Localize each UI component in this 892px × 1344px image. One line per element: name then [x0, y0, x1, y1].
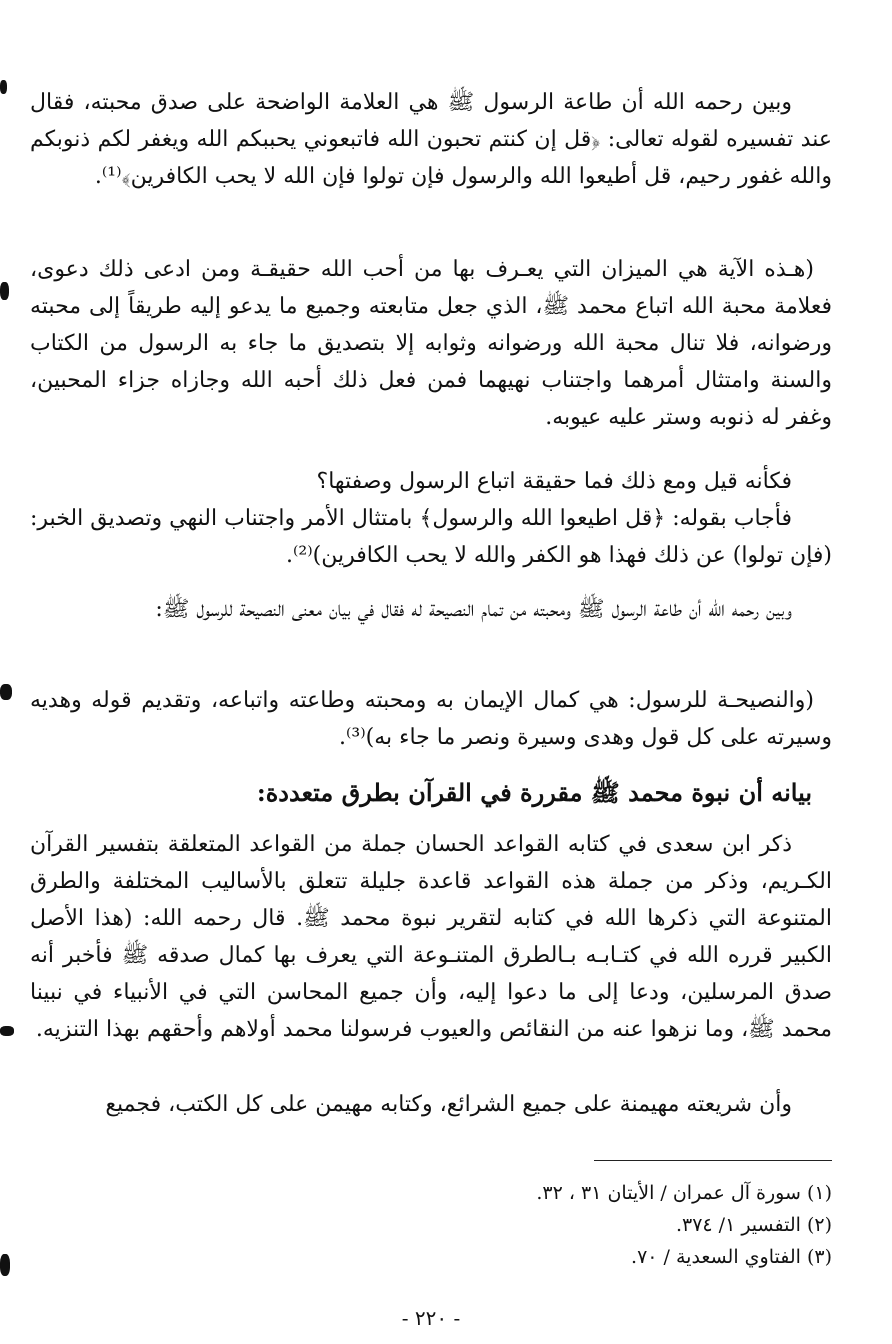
scan-mark — [0, 684, 12, 700]
scan-mark — [0, 80, 7, 94]
paragraph-4: فأجاب بقوله: ﴿قل اطيعوا الله والرسول﴾ بامتثال الأمر واجتناب النهي وتصديق الخبر: (فإن تولوا) عن ذلك فهذا هو الكفر والله لا يحب الكافرين)⁽²⁾. — [30, 506, 832, 568]
paragraph-6: (والنصيحـة للرسول: هي كمال الإيمان به ومحبته وطاعته واتباعه، وتقديم قوله وهديه وسيرته على كل قول وهدى وسيرة ونصر ما جاء به)⁽³⁾. — [30, 688, 832, 750]
footnote-2: (٢) التفسير ١/ ٣٧٤. — [675, 1214, 832, 1236]
paragraph-3: فكأنه قيل ومع ذلك فما حقيقة اتباع الرسول وصفتها؟ — [316, 469, 792, 494]
section-heading: بيانه أن نبوة محمد ﷺ مقررة في القرآن بطرق متعددة: — [256, 778, 812, 807]
paragraph-8: وأن شريعته مهيمنة على جميع الشرائع، وكتابه مهيمن على كل الكتب، فجميع — [105, 1092, 792, 1117]
scan-mark — [0, 282, 9, 300]
paragraph-1: وبين رحمه الله أن طاعة الرسول ﷺ هي العلامة الواضحة على صدق محبته، فقال عند تفسيره لقوله تعالى: ﴿قل إن كنتم تحبون الله فاتبعوني يحببكم الله ويغفر لكم ذنوبكم والله غفور رحيم، قل أطيعوا الله والرسول فإن تولوا فإن الله لا يحب الكافرين﴾⁽¹⁾. — [30, 90, 832, 189]
paragraph-2: (هـذه الآية هي الميزان التي يعـرف بها من أحب الله حقيقـة ومن ادعى ذلك دعوى، فعلامة محبة الله اتباع محمد ﷺ، الذي جعل متابعته وجميع ما يدعو إليه طريقاً إلى محبته ورضوانه، فلا تنال محبة الله ورضوانه وثوابه إلا بتصديق ما جاء به الرسول من الكتاب والسنة وامتثال أمرهما واجتناب نهيهما فمن فعل ذلك أحبه الله وجازاه جزاء المحبين، وغفر له ذنوبه وستر عليه عيوبه. — [30, 257, 832, 430]
scan-mark — [0, 1026, 14, 1036]
paragraph-7: ذكر ابن سعدى في كتابه القواعد الحسان جملة من القواعد المتعلقة بتفسير القرآن الكـريم، وذكر من جملة هذه القواعد قاعدة جليلة تتعلق بالأساليب المختلفة والطرق المتنوعة التي ذكرها الله في كتابه لتقرير نبوة محمد ﷺ. قال رحمه الله: (هذا الأصل الكبير قرره الله في كتـابـه بـالطرق المتنـوعة التي يعرف بها كمال صدقه ﷺ فأخبر أنه صدق المرسلين، ودعا إلى ما دعوا إليه، وأن جميع المحاسن التي في الأنبياء في نبينا محمد ﷺ، وما نزهوا عنه من النقائص والعيوب فرسولنا محمد أولاهم وأحقهم بهذا التنزيه. — [30, 832, 832, 1042]
page-number: - ٢٢٠ - — [401, 1306, 461, 1330]
footnote-1: (١) سورة آل عمران / الأيتان ٣١ ، ٣٢. — [536, 1182, 832, 1204]
book-page — [30, 0, 832, 1344]
scan-mark — [0, 1254, 10, 1276]
paragraph-5: وبين رحمه الله أن طاعة الرسول ﷺ ومحبته من تمام النصيحة له فقال في بيان معنى النصيحة للرسول ﷺ: — [155, 597, 792, 622]
footnote-separator — [594, 1160, 832, 1161]
footnote-3: (٣) الفتاوي السعدية / ٧٠. — [631, 1246, 832, 1268]
